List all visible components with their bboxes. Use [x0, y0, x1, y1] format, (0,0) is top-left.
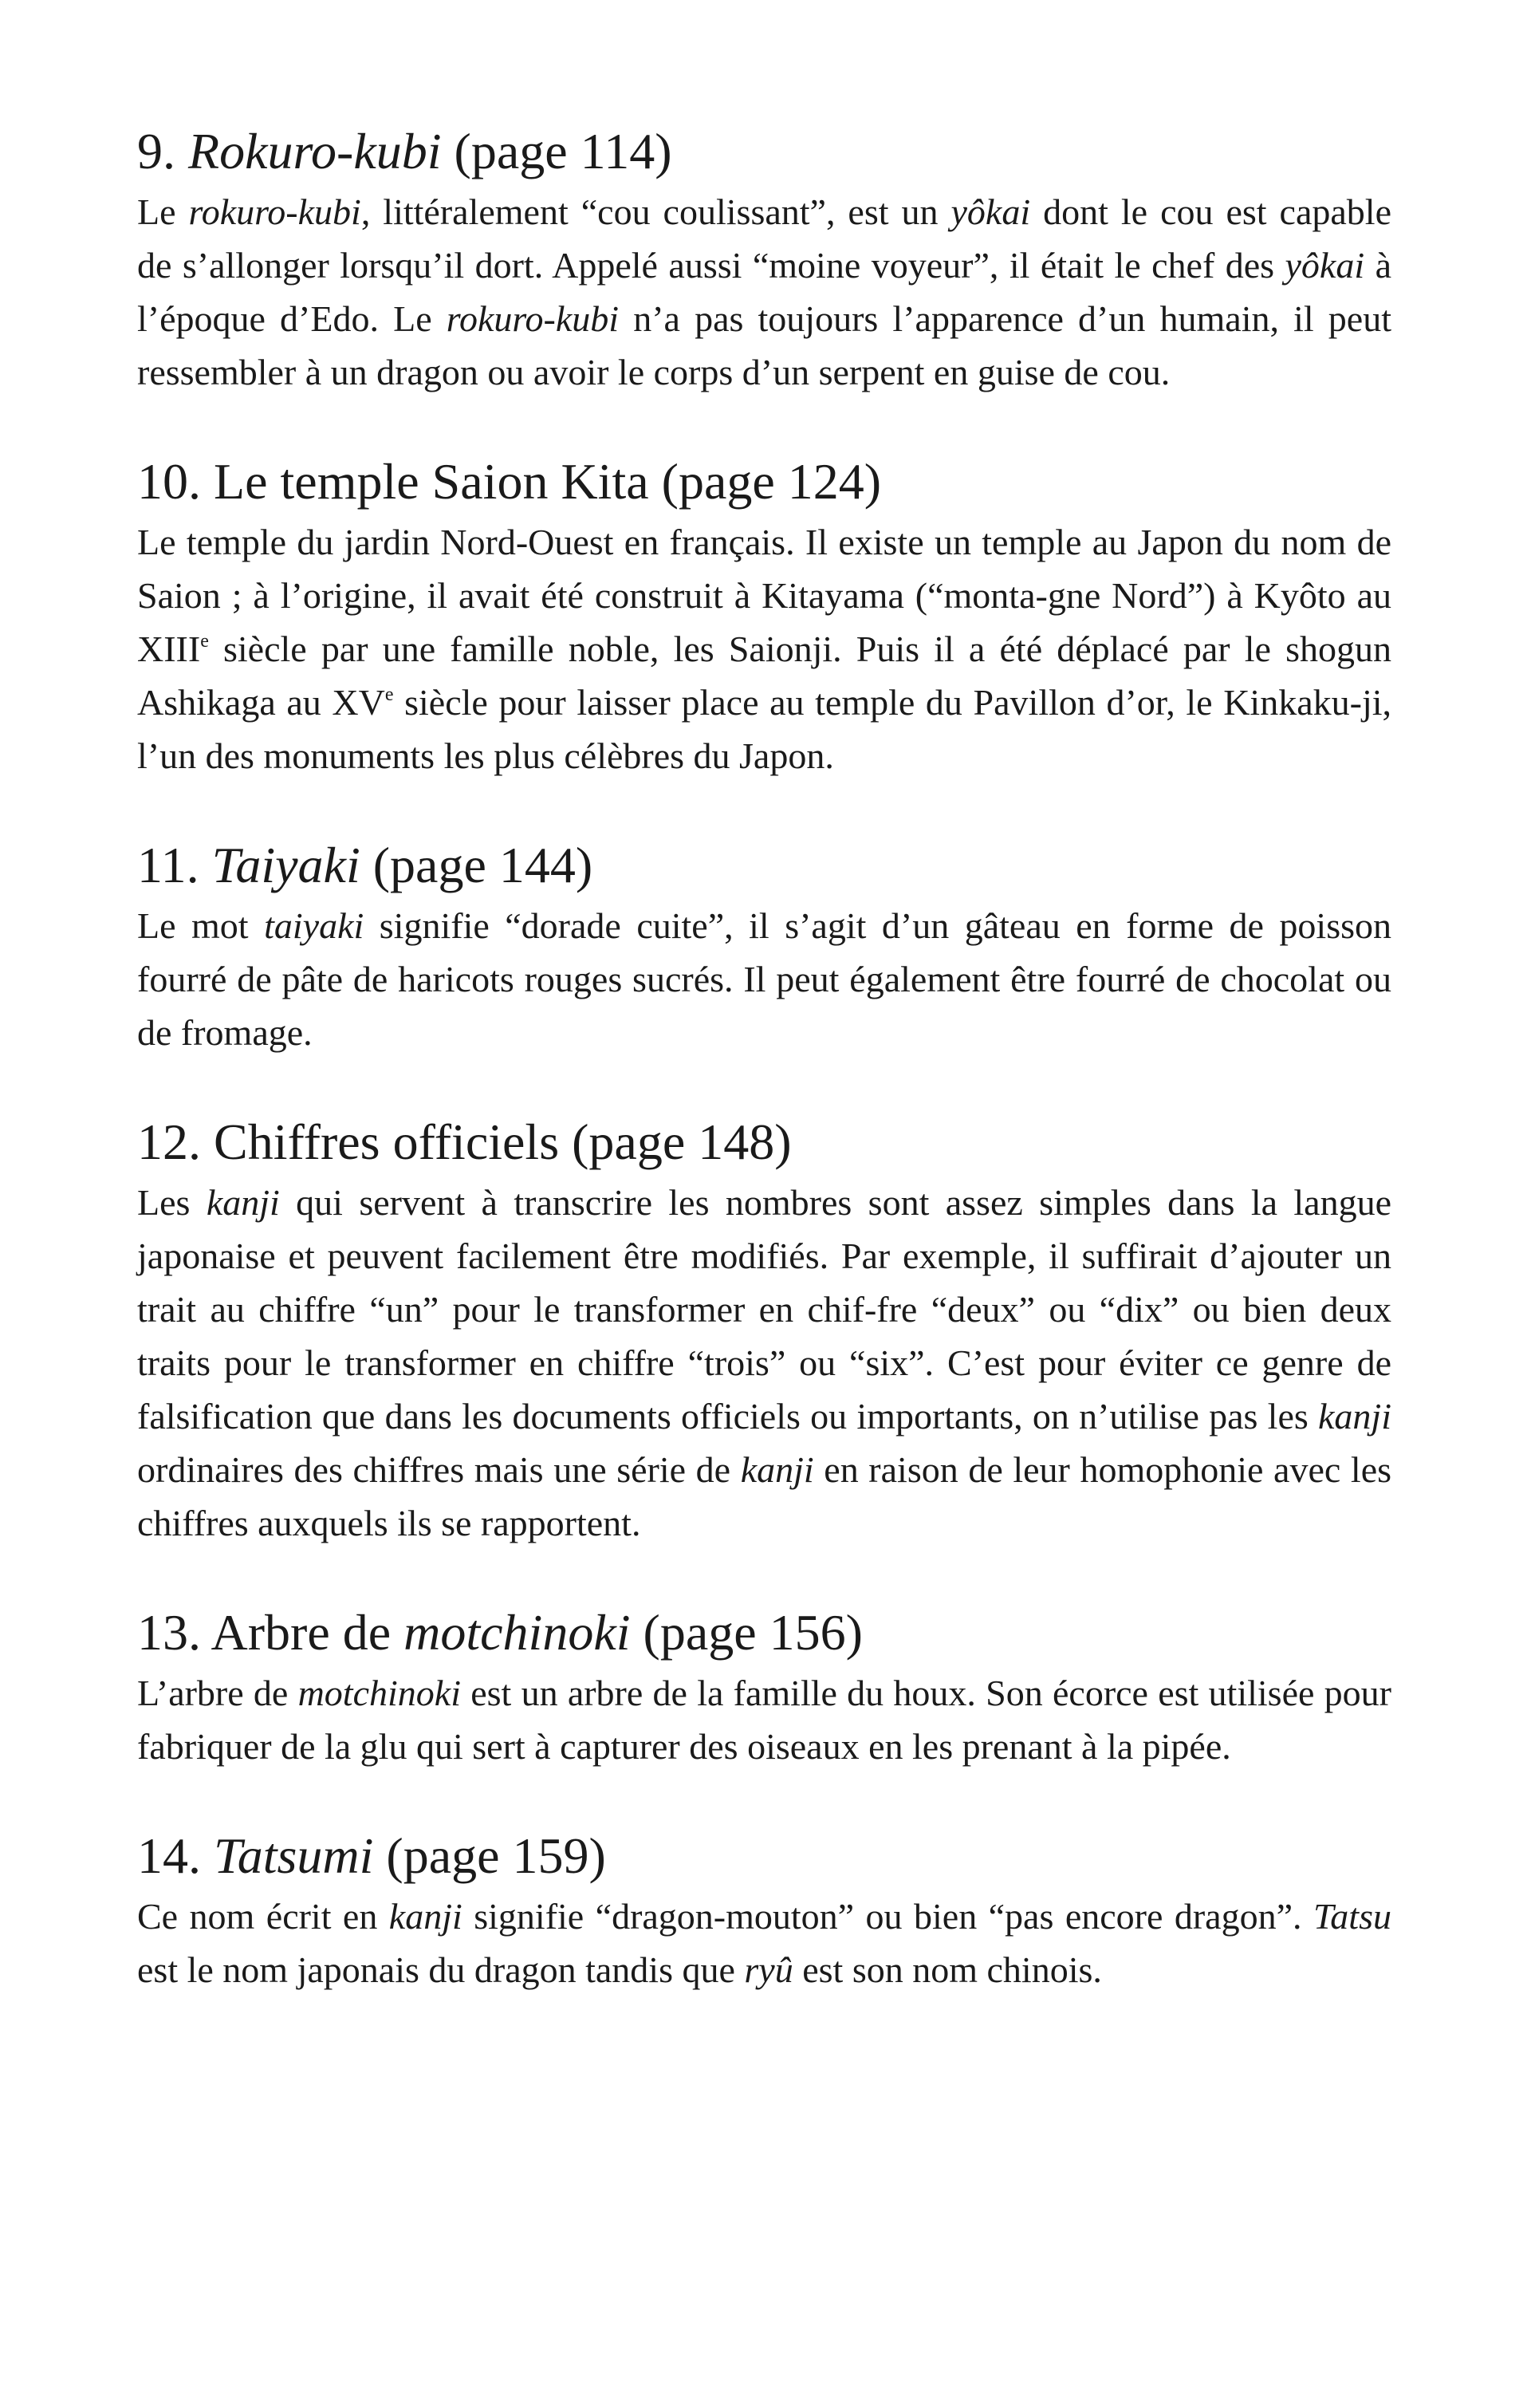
italic-term: kanji — [206, 1182, 280, 1223]
text-run: Le mot — [137, 905, 265, 946]
superscript: e — [384, 684, 394, 705]
text-run: Le temple du jardin Nord-Ouest en français. Il existe un temple au Japon du nom de Saion ; à l’origine, il avait été construit à Kitayama (“monta-gne Nord”) à Kyôto au XIII — [137, 522, 1391, 669]
italic-term: Tatsu — [1313, 1896, 1391, 1937]
italic-term: rokuro-kubi — [188, 191, 361, 232]
text-run: signifie “dragon-mouton” ou bien “pas encore dragon”. — [462, 1896, 1313, 1937]
note-title — [137, 1824, 1391, 1888]
note-title — [137, 1601, 1391, 1665]
note-page-ref: (page 114) — [441, 123, 672, 179]
text-run: , littéralement “cou coulissant”, est un — [360, 191, 951, 232]
note-body — [137, 1176, 1391, 1550]
text-run: L’arbre de — [137, 1673, 298, 1713]
note-body — [137, 515, 1391, 782]
text-run: signifie “dorade cuite”, il s’agit d’un gâteau en forme de poisson fourré de pâte de haricots rouges sucrés. Il peut également être fourré de chocolat ou de fromage. — [137, 905, 1392, 1053]
note-page-ref: (page 159) — [373, 1827, 606, 1884]
note-10 — [137, 450, 1391, 782]
text-run: ordinaires des chiffres mais une série de — [137, 1449, 741, 1490]
superscript: e — [200, 631, 209, 652]
note-title — [137, 834, 1391, 897]
note-11 — [137, 834, 1391, 1059]
note-number: 11. — [137, 837, 212, 893]
italic-term: rokuro-kubi — [446, 298, 620, 339]
text-run: en raison de leur homophonie avec les chiffres auxquels ils se rapportent. — [137, 1449, 1392, 1543]
text-run: qui servent à transcrire les nombres sont assez simples dans la langue japonaise et peuvent facilement être modifiés. Par exemple, il suffirait d’ajouter un trait au chiffre “un” pour le transformer en chif-fre “deux” ou “dix” ou bien deux traits pour le transformer en chiffre “trois” ou “six”. C’est pour éviter ce genre de falsification que dans les documents officiels ou importants, on n’utilise pas les — [137, 1182, 1392, 1437]
italic-term: kanji — [388, 1896, 462, 1937]
note-term: motchinoki — [403, 1604, 631, 1661]
text-run: Le — [137, 191, 189, 232]
text-run: est un arbre de la famille du houx. Son écorce est utilisée pour fabriquer de la glu qui sert à capturer des oiseaux en les prenant à la pipée. — [137, 1673, 1391, 1767]
note-12 — [137, 1110, 1391, 1550]
text-run: Ce nom écrit en — [137, 1896, 389, 1937]
text-run: siècle pour laisser place au temple du Pavillon d’or, le Kinkaku-ji, l’un des monuments les plus célèbres du Japon. — [137, 682, 1391, 776]
text-run: siècle par une famille noble, les Saionji. Puis il a été déplacé par le shogun Ashikaga au XV — [137, 629, 1391, 723]
text-run: n’a pas toujours l’apparence d’un humain, il peut ressembler à un dragon ou avoir le corps d’un serpent en guise de cou. — [137, 298, 1391, 392]
note-number: 9. — [137, 123, 188, 179]
note-9 — [137, 120, 1391, 399]
note-number: 14. — [137, 1827, 214, 1884]
note-page-ref: (page 144) — [360, 837, 593, 893]
text-run: Les — [137, 1182, 207, 1223]
note-body — [137, 1890, 1391, 1996]
text-run: est le nom japonais du dragon tandis que — [137, 1949, 745, 1990]
note-title: 10. Le temple Saion Kita (page 124) — [137, 453, 882, 510]
note-body — [137, 899, 1391, 1059]
note-term: Tatsumi — [214, 1827, 374, 1884]
note-page-ref: (page 156) — [630, 1604, 863, 1661]
text-run: à l’époque d’Edo. Le — [137, 245, 1391, 339]
note-number: 13. Arbre de — [137, 1604, 404, 1661]
note-13 — [137, 1601, 1391, 1773]
italic-term: ryû — [744, 1949, 793, 1990]
italic-term: motchinoki — [297, 1673, 461, 1713]
note-term: Taiyaki — [211, 837, 360, 893]
note-title — [137, 120, 1391, 183]
note-body — [137, 1666, 1391, 1773]
italic-term: taiyaki — [264, 905, 364, 946]
note-14 — [137, 1824, 1391, 1996]
italic-term: yôkai — [1285, 245, 1365, 286]
italic-term: yôkai — [950, 191, 1031, 232]
note-title: 12. Chiffres officiels (page 148) — [137, 1113, 792, 1170]
note-term: Rokuro-kubi — [188, 123, 442, 179]
text-run: dont le cou est capable de s’allonger lorsqu’il dort. Appelé aussi “moine voyeur”, il était le chef des — [137, 191, 1391, 286]
text-run: est son nom chinois. — [793, 1949, 1102, 1990]
italic-term: kanji — [740, 1449, 814, 1490]
note-body — [137, 185, 1391, 399]
italic-term: kanji — [1318, 1396, 1391, 1437]
